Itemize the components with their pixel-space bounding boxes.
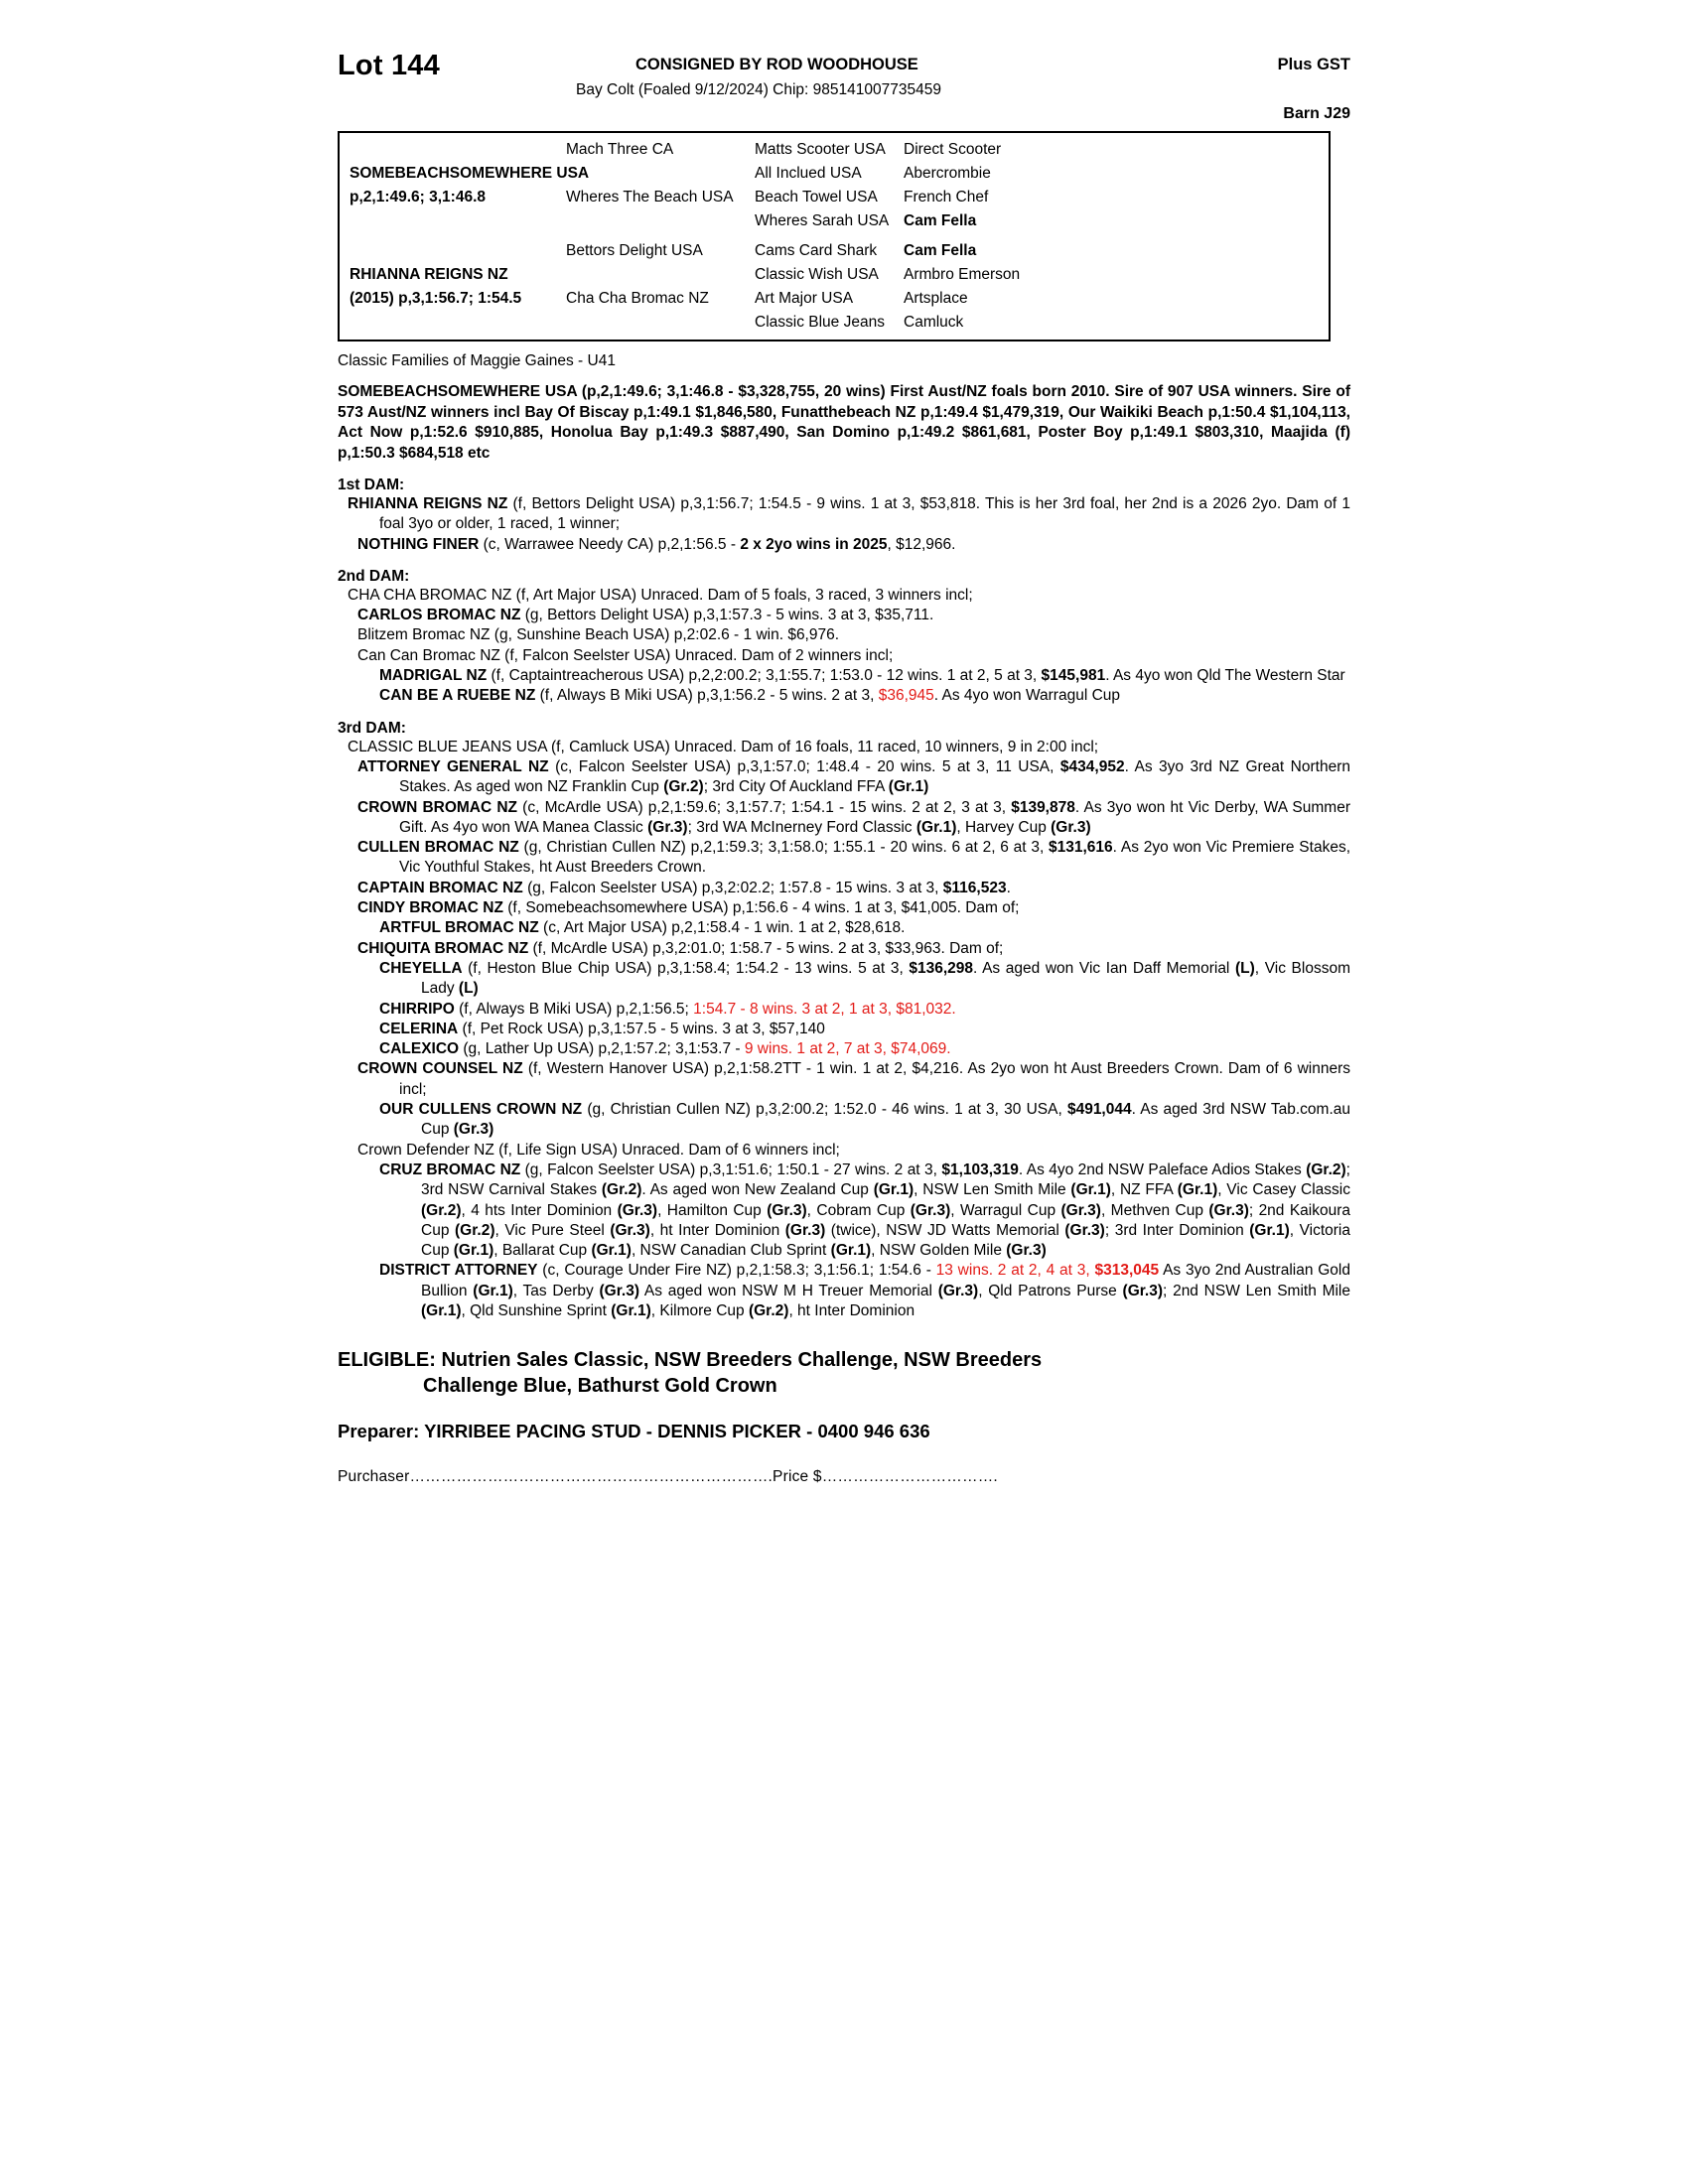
- pedigree-entry: ARTFUL BROMAC NZ (c, Art Major USA) p,2,1:58.4 - 1 win. 1 at 2, $28,618.: [379, 919, 906, 937]
- pedigree-entry: CINDY BROMAC NZ (f, Somebeachsomewhere USA) p,1:56.6 - 4 wins. 1 at 3, $41,005. Dam of;: [357, 899, 1020, 917]
- pedigree-entry: CELERINA (f, Pet Rock USA) p,3,1:57.5 - 5 wins. 3 at 3, $57,140: [379, 1020, 825, 1037]
- pedigree-ggp-3: French Chef: [904, 189, 989, 205]
- pedigree-entry: CHEYELLA (f, Heston Blue Chip USA) p,3,1:58.4; 1:54.2 - 13 wins. 5 at 3, $136,298. As aged won Vic Ian Daff Memorial (L), Vic Blossom Lady (L): [379, 959, 1350, 998]
- pedigree-entry: Blitzem Bromac NZ (g, Sunshine Beach USA) p,2:02.6 - 1 win. $6,976.: [357, 626, 840, 644]
- pedigree-entry: OUR CULLENS CROWN NZ (g, Christian Cullen NZ) p,3,2:00.2; 1:52.0 - 46 wins. 1 at 3, 30 USA, $491,044. As aged 3rd NSW Tab.com.au Cup (Gr.3): [379, 1101, 1350, 1139]
- pedigree-entry: CHIRRIPO (f, Always B Miki USA) p,2,1:56.5; 1:54.7 - 8 wins. 3 at 2, 1 at 3, $81,032.: [379, 1000, 956, 1018]
- pedigree-gp-2: All Inclued USA: [755, 165, 862, 182]
- first-dam-heading: 1st DAM:: [338, 477, 405, 493]
- eligible-block: [338, 1347, 1350, 1399]
- third-dam-heading: 3rd DAM:: [338, 719, 406, 737]
- pedigree-gp-6: Classic Wish USA: [755, 266, 879, 283]
- purchaser-line: Purchaser…………………………………………………………….Price $…………………………….: [338, 1468, 998, 1486]
- pedigree-gp-7: Art Major USA: [755, 290, 854, 307]
- pedigree-gp-4: Wheres Sarah USA: [755, 212, 890, 229]
- pedigree-entry: CAN BE A RUEBE NZ (f, Always B Miki USA) p,3,1:56.2 - 5 wins. 2 at 3, $36,945. As 4yo won Warragul Cup: [379, 687, 1121, 705]
- pedigree-gp-1: Matts Scooter USA: [755, 141, 886, 158]
- pedigree-ggp-8: Camluck: [904, 314, 964, 331]
- pedigree-gp-8: Classic Blue Jeans: [755, 314, 885, 331]
- pedigree-entry: CROWN BROMAC NZ (c, McArdle USA) p,2,1:59.6; 3,1:57.7; 1:54.1 - 15 wins. 2 at 2, 3 at 3, $139,878. As 3yo won ht Vic Derby, WA Summer Gift. As 4yo won WA Manea Classic (Gr.3); 3rd WA McInerney Ford Classic (Gr.1), Harvey Cup (Gr.3): [357, 798, 1350, 836]
- pedigree-entry: CALEXICO (g, Lather Up USA) p,2,1:57.2; 3,1:53.7 - 9 wins. 1 at 2, 7 at 3, $74,069.: [379, 1040, 951, 1058]
- pedigree-ggp-6: Armbro Emerson: [904, 266, 1021, 283]
- pedigree-dam-record: (2015) p,3,1:56.7; 1:54.5: [350, 290, 522, 307]
- pedigree-gp-3: Beach Towel USA: [755, 189, 878, 205]
- pedigree-ggp-7: Artsplace: [904, 290, 968, 307]
- barn-label: Barn J29: [1283, 105, 1350, 122]
- pedigree-table: [338, 131, 1331, 341]
- eligible-line-2: Challenge Blue, Bathurst Gold Crown: [423, 1375, 777, 1398]
- pedigree-entry: CHA CHA BROMAC NZ (f, Art Major USA) Unraced. Dam of 5 foals, 3 raced, 3 winners incl;: [348, 586, 973, 604]
- pedigree-entry: CARLOS BROMAC NZ (g, Bettors Delight USA) p,3,1:57.3 - 5 wins. 3 at 3, $35,711.: [357, 607, 934, 624]
- pedigree-entry: MADRIGAL NZ (f, Captaintreacherous USA) p,2,2:00.2; 3,1:55.7; 1:53.0 - 12 wins. 1 at 2, 5 at 3, $145,981. As 4yo won Qld The Western Star: [379, 667, 1345, 685]
- pedigree-entry: NOTHING FINER (c, Warrawee Needy CA) p,2,1:56.5 - 2 x 2yo wins in 2025, $12,966.: [357, 535, 956, 553]
- pedigree-ggp-2: Abercrombie: [904, 165, 991, 182]
- pedigree-sire-name: SOMEBEACHSOMEWHERE USA: [350, 165, 590, 182]
- lot-number: Lot 144: [338, 50, 440, 81]
- pedigree-entry: CLASSIC BLUE JEANS USA (f, Camluck USA) Unraced. Dam of 16 foals, 11 raced, 10 winners, 9 in 2:00 incl;: [348, 738, 1099, 755]
- pedigree-entry: CAPTAIN BROMAC NZ (g, Falcon Seelster USA) p,3,2:02.2; 1:57.8 - 15 wins. 3 at 3, $116,523.: [357, 879, 1011, 896]
- preparer-line: Preparer: YIRRIBEE PACING STUD - DENNIS PICKER - 0400 946 636: [338, 1421, 930, 1442]
- pedigree-entry: RHIANNA REIGNS NZ (f, Bettors Delight USA) p,3,1:56.7; 1:54.5 - 9 wins. 1 at 3, $53,818. This is her 3rd foal, her 2nd is a 2026 2yo. Dam of 1 foal 3yo or older, 1 raced, 1 winner;: [348, 495, 1350, 533]
- pedigree-ggp-4: Cam Fella: [904, 212, 977, 229]
- pedigree-dam-sire: Bettors Delight USA: [566, 242, 703, 259]
- pedigree-dam-name: RHIANNA REIGNS NZ: [350, 266, 508, 283]
- horse-description: Bay Colt (Foaled 9/12/2024) Chip: 985141007735459: [576, 81, 941, 98]
- pedigree-sire-dam: Wheres The Beach USA: [566, 189, 734, 205]
- pedigree-entry: CROWN COUNSEL NZ (f, Western Hanover USA) p,2,1:58.2TT - 1 win. 1 at 2, $4,216. As 2yo won ht Aust Breeders Crown. Dam of 6 winners incl;: [357, 1060, 1350, 1098]
- sire-paragraph: SOMEBEACHSOMEWHERE USA (p,2,1:49.6; 3,1:46.8 - $3,328,755, 20 wins) First Aust/NZ foals born 2010. Sire of 907 USA winners. Sire of 573 Aust/NZ winners incl Bay Of Biscay p,1:49.1 $1,846,580, Funatthebeach NZ p,1:49.4 $1,479,319, Our Waikiki Beach p,1:50.4 $1,104,113, Act Now p,1:52.6 $910,885, Honolua Bay p,1:49.3 $887,490, San Domino p,1:49.2 $861,681, Poster Boy p,1:49.1 $803,310, Maajida (f) p,1:50.3 $684,518 etc: [338, 383, 1350, 462]
- pedigree-entry: CRUZ BROMAC NZ (g, Falcon Seelster USA) p,3,1:51.6; 1:50.1 - 27 wins. 2 at 3, $1,103,319. As 4yo 2nd NSW Paleface Adios Stakes (Gr.2); 3rd NSW Carnival Stakes (Gr.2). As aged won New Zealand Cup (Gr.1), NSW Len Smith Mile (Gr.1), NZ FFA (Gr.1), Vic Casey Classic (Gr.2), 4 hts Inter Dominion (Gr.3), Hamilton Cup (Gr.3), Cobram Cup (Gr.3), Warragul Cup (Gr.3), Methven Cup (Gr.3); 2nd Kaikoura Cup (Gr.2), Vic Pure Steel (Gr.3), ht Inter Dominion (Gr.3) (twice), NSW JD Watts Memorial (Gr.3); 3rd Inter Dominion (Gr.1), Victoria Cup (Gr.1), Ballarat Cup (Gr.1), NSW Canadian Club Sprint (Gr.1), NSW Golden Mile (Gr.3): [379, 1160, 1351, 1260]
- consignor: CONSIGNED BY ROD WOODHOUSE: [635, 56, 918, 73]
- page-header: [338, 40, 1350, 125]
- second-dam-heading: 2nd DAM:: [338, 567, 410, 585]
- eligible-line-1: ELIGIBLE: Nutrien Sales Classic, NSW Breeders Challenge, NSW Breeders: [338, 1349, 1043, 1372]
- pedigree-entry: Crown Defender NZ (f, Life Sign USA) Unraced. Dam of 6 winners incl;: [357, 1141, 840, 1159]
- pedigree-dam-dam: Cha Cha Bromac NZ: [566, 290, 709, 307]
- pedigree-entry: CHIQUITA BROMAC NZ (f, McArdle USA) p,3,2:01.0; 1:58.7 - 5 wins. 2 at 3, $33,963. Dam of;: [357, 939, 1004, 957]
- plus-gst-label: Plus GST: [1277, 56, 1350, 73]
- pedigree-ggp-5: Cam Fella: [904, 242, 977, 259]
- pedigree-sire-sire: Mach Three CA: [566, 141, 674, 158]
- pedigree-gp-5: Cams Card Shark: [755, 242, 878, 259]
- family-line: Classic Families of Maggie Gaines - U41: [338, 352, 616, 369]
- pedigree-ggp-1: Direct Scooter: [904, 141, 1002, 158]
- pedigree-entry: ATTORNEY GENERAL NZ (c, Falcon Seelster USA) p,3,1:57.0; 1:48.4 - 20 wins. 5 at 3, 11 USA, $434,952. As 3yo 3rd NZ Great Northern Stakes. As aged won NZ Franklin Cup (Gr.2); 3rd City Of Auckland FFA (Gr.1): [357, 757, 1350, 796]
- pedigree-entry: DISTRICT ATTORNEY (c, Courage Under Fire NZ) p,2,1:58.3; 3,1:56.1; 1:54.6 - 13 wins. 2 at 2, 4 at 3, $313,045 As 3yo 2nd Australian Gold Bullion (Gr.1), Tas Derby (Gr.3) As aged won NSW M H Treuer Memorial (Gr.3), Qld Patrons Purse (Gr.3); 2nd NSW Len Smith Mile (Gr.1), Qld Sunshine Sprint (Gr.1), Kilmore Cup (Gr.2), ht Inter Dominion: [379, 1262, 1350, 1319]
- pedigree-sire-record: p,2,1:49.6; 3,1:46.8: [350, 189, 486, 205]
- catalogue-sheet: [338, 40, 1350, 1486]
- pedigree-entry: CULLEN BROMAC NZ (g, Christian Cullen NZ) p,2,1:59.3; 3,1:58.0; 1:55.1 - 20 wins. 6 at 2, 6 at 3, $131,616. As 2yo won Vic Premiere Stakes, Vic Youthful Stakes, ht Aust Breeders Crown.: [357, 839, 1351, 877]
- pedigree-entry: Can Can Bromac NZ (f, Falcon Seelster USA) Unraced. Dam of 2 winners incl;: [357, 646, 894, 664]
